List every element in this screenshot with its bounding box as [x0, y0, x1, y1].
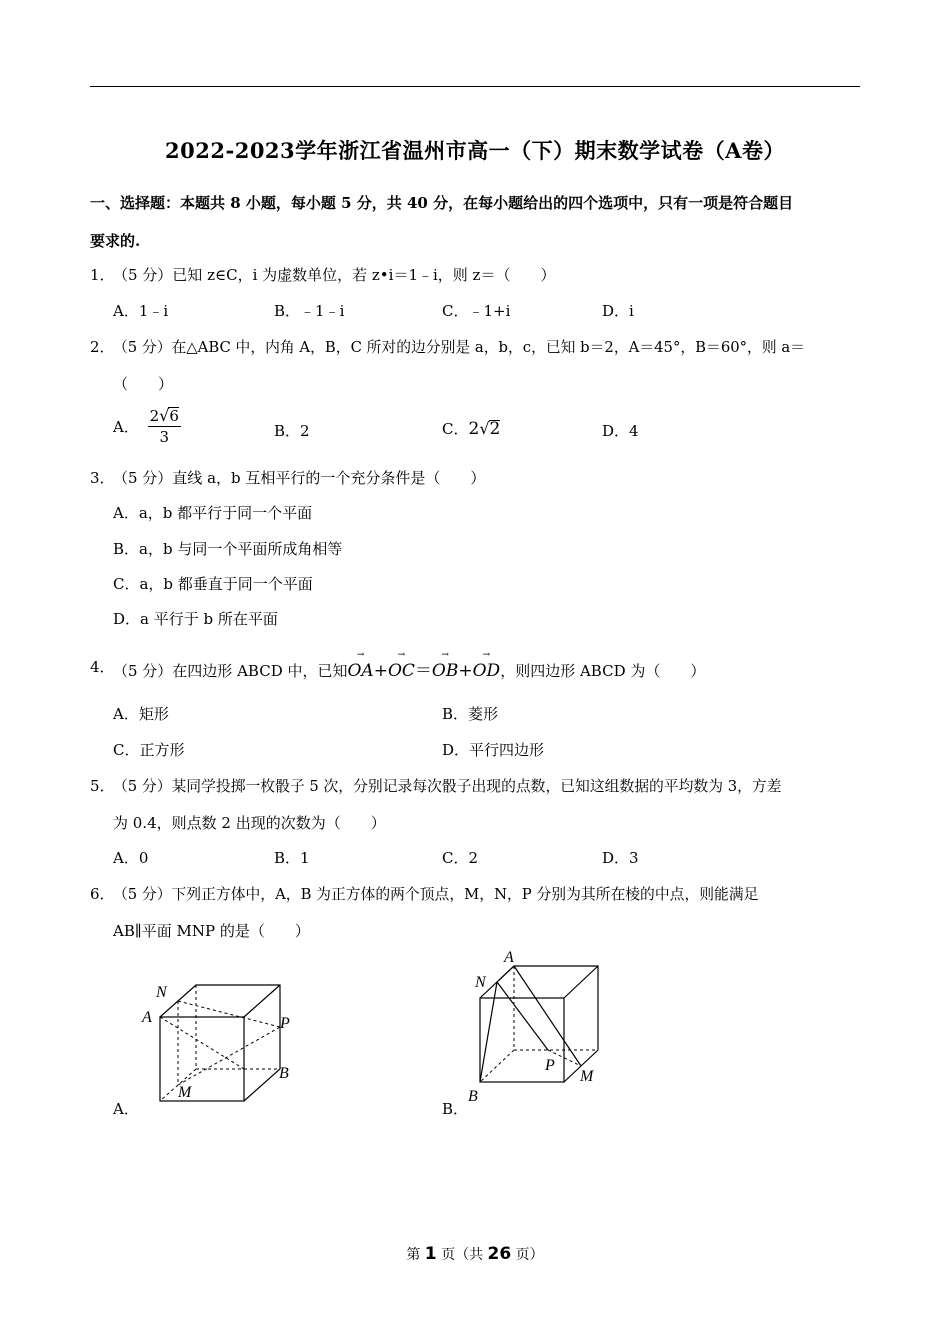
q5-option-d: D．3 — [602, 849, 639, 867]
q4-option-a: A．矩形 — [113, 705, 169, 723]
q4-option-b: B．菱形 — [442, 705, 499, 723]
q2-option-d: D．4 — [602, 422, 639, 440]
q4-vector-ob: → OB — [432, 661, 458, 681]
q6-option-b: B． — [442, 1100, 469, 1118]
q4-plus-2: + — [458, 661, 473, 681]
page-footer — [0, 1244, 950, 1264]
q2-option-c: C．2√2 — [442, 419, 501, 439]
q6-figure-b-cube — [460, 948, 620, 1108]
q4-plus-1: + — [373, 661, 388, 681]
fig-a-label-n: N — [156, 984, 167, 1001]
fig-b-label-b: B — [468, 1088, 478, 1105]
q4-equals: ＝ — [414, 661, 432, 681]
footer-total-pages: 26 — [487, 1244, 512, 1264]
q4-vector-oc: → OC — [388, 661, 415, 681]
q5-number: 5． — [90, 777, 115, 795]
q3-option-a: A．a，b 都平行于同一个平面 — [113, 504, 313, 522]
q1-option-c: C．﹣1+i — [442, 302, 511, 320]
q2-a-denominator: 3 — [159, 428, 170, 446]
q4-text — [113, 656, 705, 681]
q3-option-c: C．a，b 都垂直于同一个平面 — [113, 575, 313, 593]
q2-text-line2: （ ） — [113, 375, 174, 393]
fig-a-label-m: M — [178, 1084, 192, 1101]
q1-option-b: B．﹣1﹣i — [274, 302, 345, 320]
fig-b-segment-am — [514, 966, 581, 1066]
q3-option-b: B．a，b 与同一个平面所成角相等 — [113, 540, 343, 558]
footer-prefix: 第 — [406, 1247, 425, 1263]
q3-text: （5 分）直线 a，b 互相平行的一个充分条件是（ ） — [113, 469, 486, 487]
q4-option-d: D．平行四边形 — [442, 741, 545, 759]
q6-option-a: A． — [113, 1100, 139, 1118]
q2-a-numerator-coef: 2 — [149, 407, 160, 425]
q6-figure-a-cube — [130, 975, 310, 1110]
q2-a-radicand: 6 — [169, 407, 179, 425]
fig-b-segment-np — [497, 982, 548, 1050]
q6-text-line1: （5 分）下列正方体中，A，B 为正方体的两个顶点，M，N，P 分别为其所在棱的中点，则能满足 — [113, 886, 759, 903]
q4-text-post: ，则四边形 ABCD 为（ ） — [500, 662, 706, 680]
footer-mid: 页（共 — [436, 1247, 488, 1263]
fig-b-label-n: N — [475, 974, 486, 991]
fig-a-segment-mp — [178, 1027, 280, 1085]
fig-b-edge-na — [497, 966, 514, 982]
fig-b-segment-bn — [480, 982, 497, 1082]
header-rule — [90, 86, 860, 87]
q2-option-a-label: A． — [113, 418, 139, 436]
q4-number: 4． — [90, 658, 115, 676]
q3-number: 3． — [90, 469, 115, 487]
section-heading-line1: 一、选择题：本题共 8 小题，每小题 5 分，共 40 分，在每小题给出的四个选项中，只有一项是符合题目 — [90, 194, 794, 212]
fig-b-label-a: A — [504, 949, 514, 966]
q6-text-line2: AB∥平面 MNP 的是（ ） — [113, 922, 310, 940]
fig-a-front-face — [160, 1017, 244, 1101]
q5-option-c: C．2 — [442, 849, 479, 867]
q5-text-line1: （5 分）某同学投掷一枚骰子 5 次，分别记录每次骰子出现的点数，已知这组数据的平均数为 3，方差 — [113, 778, 782, 795]
footer-suffix: 页） — [511, 1247, 544, 1263]
footer-page-number: 1 — [424, 1244, 437, 1264]
fig-a-label-b: B — [279, 1065, 289, 1082]
q6-number: 6． — [90, 885, 115, 903]
q2-text-line1: （5 分）在△ABC 中，内角 A，B，C 所对的边分别是 a，b，c，已知 b＝2，A＝45°，B＝60°，则 a＝ — [113, 339, 805, 356]
fig-a-segment-ab — [160, 1017, 244, 1069]
q5-option-a: A．0 — [113, 849, 149, 867]
q2-option-a — [113, 406, 181, 447]
q1-option-a: A．1﹣i — [113, 302, 169, 320]
q5-text-line2: 为 0.4，则点数 2 出现的次数为（ ） — [113, 814, 386, 832]
q2-option-c-label: C． — [442, 420, 469, 438]
q1-option-d: D．i — [602, 302, 634, 320]
q2-c-radicand: 2 — [489, 419, 501, 439]
q4-vector-oa: → OA — [348, 661, 374, 681]
q2-option-a-fraction: $\frac{2√6}{3}$ — [149, 406, 179, 446]
q4-text-pre: （5 分）在四边形 ABCD 中，已知 — [113, 662, 348, 680]
q2-number: 2． — [90, 338, 115, 356]
page-title: 2022-2023学年浙江省温州市高一（下）期末数学试卷（A卷） — [165, 138, 785, 163]
q4-vector-od: → OD — [473, 661, 501, 681]
fig-b-edge-top-right — [564, 966, 598, 998]
q4-option-c: C．正方形 — [113, 741, 185, 759]
q1-number: 1． — [90, 266, 115, 284]
q2-option-b: B．2 — [274, 422, 310, 440]
section-heading-line2: 要求的. — [90, 232, 141, 250]
fig-b-label-p: P — [545, 1057, 555, 1074]
fig-b-label-m: M — [580, 1068, 594, 1085]
fig-a-edge-top-right — [244, 985, 280, 1017]
fig-a-label-p: P — [280, 1015, 290, 1032]
q3-option-d: D．a 平行于 b 所在平面 — [113, 610, 278, 628]
fig-a-segment-np — [178, 1001, 280, 1027]
q2-c-coef: 2 — [468, 419, 480, 439]
fig-a-label-a: A — [142, 1009, 152, 1026]
q5-option-b: B．1 — [274, 849, 310, 867]
q1-text: （5 分）已知 z∈C，i 为虚数单位，若 z•i＝1﹣i，则 z＝（ ） — [113, 266, 556, 284]
